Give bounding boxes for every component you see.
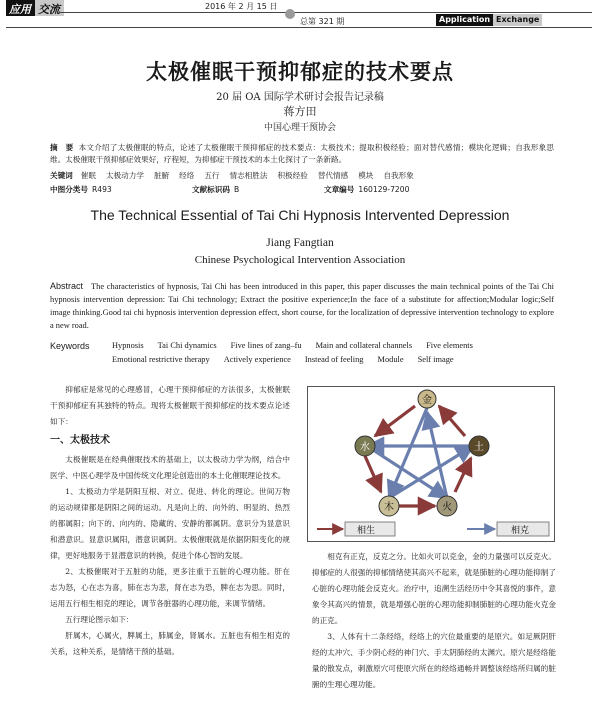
body-right-column [312, 549, 556, 693]
paper-title-cn: 太极催眠干预抑郁症的技术要点 [146, 59, 454, 84]
paper-title-en: The Technical Essential of Tai Chi Hypnosis Intervented Depression [90, 207, 510, 223]
keyword-en: Five lines of zang–fu [230, 341, 302, 350]
paragraph: 2、太极催眠对于五脏的功能，更多注重于五脏的心理功能。肝在志为怒，心在志为喜，肺在志为悲，肾在志为恐，脾在志为思。同时，运用五行相生相克的理论，调节各脏器的心理功能，来调节情绪。 [50, 567, 290, 608]
keyword-cn: 太极动力学 [105, 171, 144, 180]
tag-exchange: Exchange [493, 14, 542, 26]
paragraph: 肝属木，心属火，脾属土，肺属金，肾属水。五脏也有相生相克的关系，这种关系，是情绪干预的基础。 [50, 631, 290, 656]
organization-cn: 中国心理干预协会 [263, 123, 336, 133]
keywords-label-en: Keywords [50, 341, 90, 351]
keywords-en [50, 339, 570, 367]
legend-generate-label: 相生 [357, 526, 376, 536]
keyword-en: Tai Chi dynamics [157, 341, 217, 350]
header-rule-top [60, 12, 592, 13]
header-dot [285, 9, 295, 19]
keyword-cn: 积极经验 [277, 171, 308, 180]
document-code: 文献标识码 B [192, 185, 240, 194]
node-water [355, 436, 375, 456]
keyword-en: Five elements [426, 341, 473, 350]
article-number: 文章编号 160129-7200 [324, 185, 410, 194]
keyword-cn: 情志相胜法 [229, 171, 268, 180]
keyword-en: Actively experience [223, 355, 291, 364]
node-wood [379, 496, 399, 516]
paragraph: 相克有正克，反克之分。比如火可以克金，金的力量强可以反克火。抑郁症的人很强的抑郁情绪使其高兴不起来，就是肺脏的心理功能抑制了心脏的心理功能会反克火。治疗中，追溯生活经历中令其喜悦的事件，意象令其高兴的情景，就是增强心脏的心理功能抑制肺脏的心理功能火克金的正克。 [312, 552, 556, 625]
abstract-cn [50, 142, 554, 166]
node-earth-label: 土 [474, 442, 484, 453]
paragraph: 太极催眠是在经典催眠技术的基础上，以太极动力学为纲，结合中医学、中医心理学及中国传统文化理论创造出的本土化催眠理论技术。 [50, 455, 290, 480]
legend-restrict-label: 相克 [511, 526, 530, 536]
five-elements-diagram [307, 386, 555, 542]
author-en: Jiang Fangtian [266, 237, 334, 249]
abstract-label-cn: 摘 要 [50, 143, 74, 152]
node-metal [418, 390, 436, 408]
tag-application: Application [436, 14, 493, 26]
keywords-cn [50, 170, 554, 181]
keyword-cn: 脏腑 [153, 171, 170, 180]
keyword-cn: 替代情感 [317, 171, 349, 180]
node-earth [469, 436, 489, 456]
diagram-frame [308, 387, 555, 542]
issue-number: 总第 321 期 [300, 17, 345, 26]
node-water-label: 水 [360, 442, 370, 453]
keywords-label-cn: 关键词 [50, 171, 73, 180]
keyword-cn: 模块 [358, 171, 374, 180]
section-heading-tai-chi: 一、太极技术 [50, 435, 110, 446]
keyword-en: Hypnosis [112, 341, 144, 350]
node-wood-label: 木 [384, 502, 394, 513]
keyword-cn: 经络 [179, 171, 195, 180]
paper-subtitle-cn: 20 届 OA 国际学术研讨会报告记录稿 [216, 92, 384, 103]
header-rule-bottom [6, 27, 592, 28]
body-left-column [50, 382, 290, 660]
intro-paragraph: 抑郁症是常见的心理感冒，心理干预抑郁症的方法很多，太极催眠干预抑郁症有其独特的特点。现将太极催眠干预抑郁症的技术要点论述如下： [50, 385, 290, 426]
node-metal-label: 金 [422, 395, 432, 406]
keyword-cn: 五行 [204, 171, 220, 180]
abstract-text-cn: 本文介绍了太极催眠的特点，论述了太极催眠干预抑郁症的技术要点：太极技术；提取积极经验；面对替代感情；模块化逻辑；自我形象思维。太极催眠干预抑郁症效果好，疗程短，为抑郁症干预技术的本土化探讨了一条新路。 [50, 143, 554, 164]
node-fire-label: 火 [442, 502, 452, 513]
paragraph: 五行理论图示如下： [65, 615, 134, 624]
keyword-en: Self image [417, 355, 454, 364]
keyword-en: Main and collateral channels [315, 341, 413, 350]
author-cn: 蒋方田 [283, 105, 317, 118]
abstract-en [50, 280, 554, 332]
abstract-text-en: The characteristics of hypnosis, Tai Chi has been introduced in this paper, this paper discusses the main technical points of the Tai Chi hypnosis intervention depression: Tai Chi technology; Extract the positive experience;In the face of a substitute for affection;Modular logic;Self image thinking.Good tai chi hypnosis intervention depression effect, short course, for the localization of depressive intervention technology to explore a new road. [50, 282, 554, 330]
keyword-cn: 自我形象 [383, 171, 414, 180]
application-exchange-tag [436, 14, 542, 26]
paragraph: 1、太极动力学是阴阳互根、对立、促进、转化的理论。世间万物的运动规律都是阴阳之间的运动。凡是向上的、向外的、明显的、热烈的都属阳；向下的、向内的、隐藏的、安静的都属阴。意识分为显意识和潜意识。显意识属阳，潜意识属阴。太极催眠就是依据阴阳变化的规律，更好地服务于显潜意识的转换，促进个体心智的发展。 [50, 487, 290, 560]
clc-number: 中图分类号 R493 [50, 185, 112, 194]
keyword-en: Instead of feeling [304, 355, 364, 364]
keyword-en: Emotional restrictive therapy [112, 355, 210, 364]
organization-en: Chinese Psychological Intervention Association [194, 254, 406, 266]
journal-section-tag [6, 0, 64, 16]
paragraph: 3、人体有十二条经络，经络上的穴位最重要的是原穴。如足厥阴肝经的太冲穴、手少阴心经的神门穴、手太阴肺经的太渊穴。原穴是经络能量的散发点，刺激原穴可使原穴所在的经络通畅并调整该经络所归属的脏腑的生理心理功能。 [312, 632, 556, 689]
section-tag-exchange: 交流 [35, 0, 64, 16]
node-fire [437, 496, 457, 516]
abstract-label-en: Abstract [50, 281, 84, 291]
keyword-en: Module [377, 355, 404, 364]
issue-date: 2016 年 2 月 15 日 [205, 2, 278, 11]
keyword-cn: 催眠 [80, 171, 96, 180]
section-tag-apply: 应用 [6, 0, 35, 16]
